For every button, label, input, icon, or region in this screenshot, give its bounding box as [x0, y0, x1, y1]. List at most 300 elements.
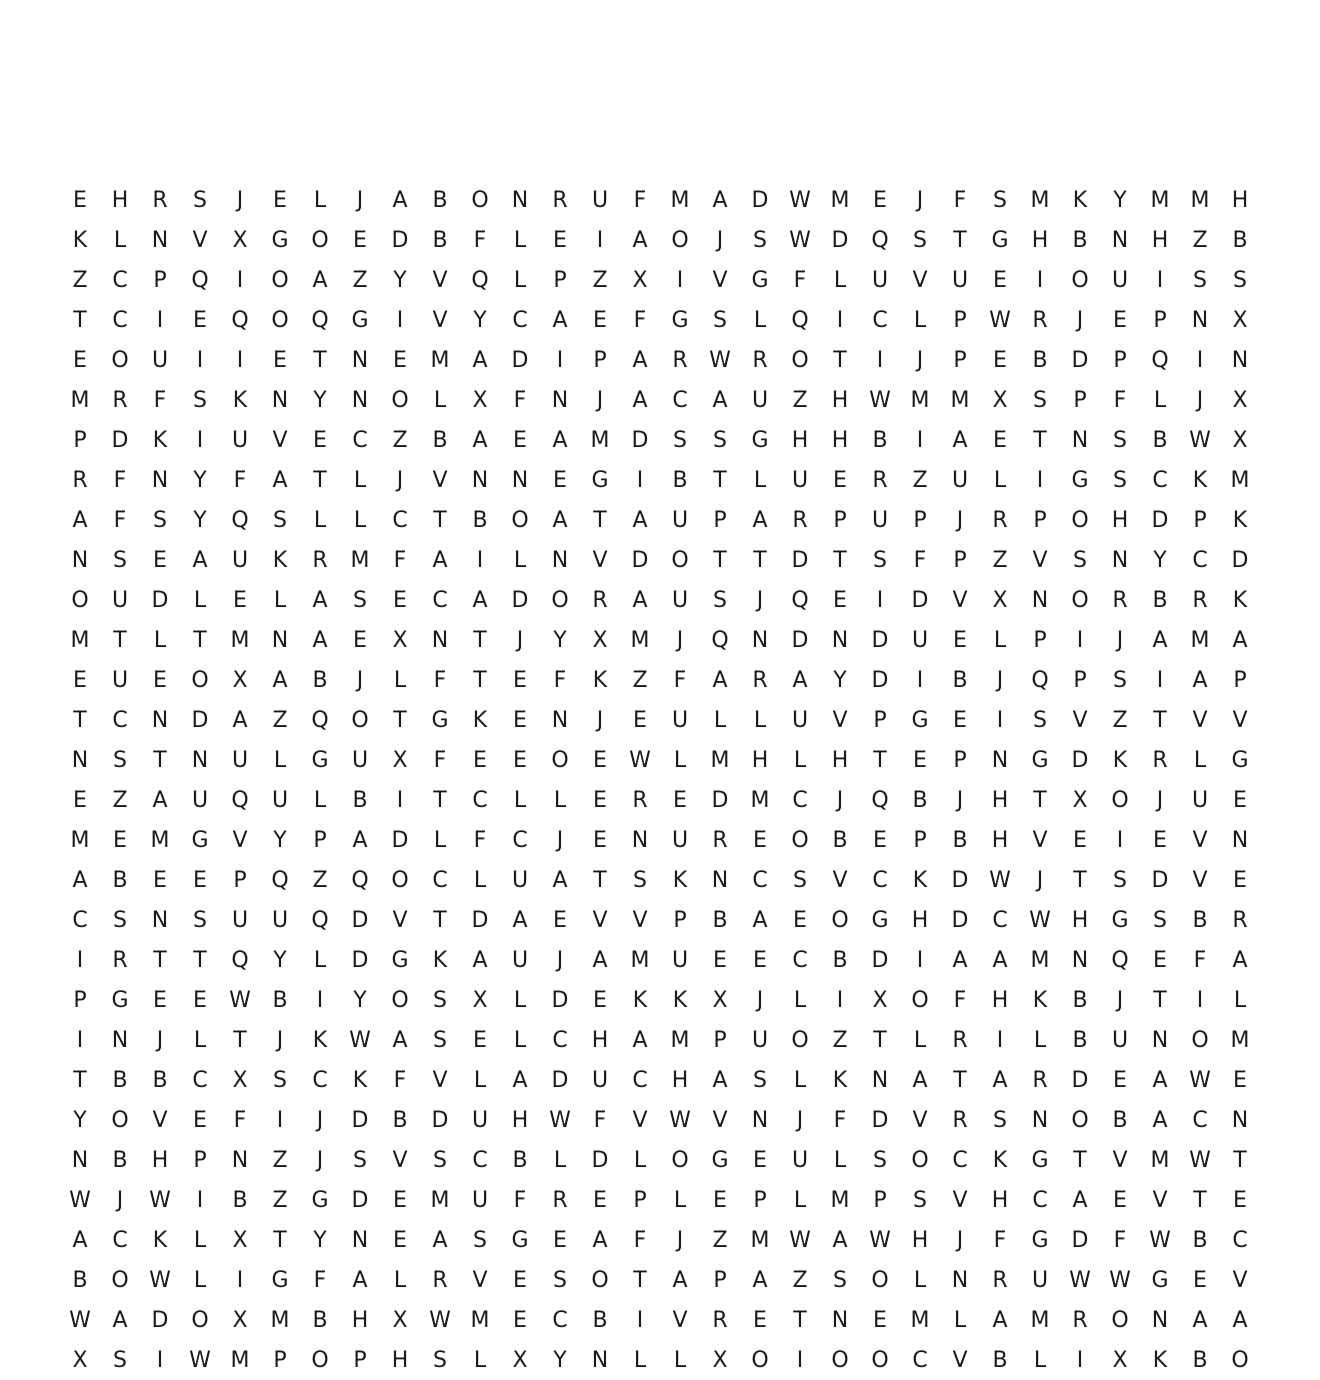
grid-letter[interactable]: J	[516, 627, 524, 653]
grid-letter[interactable]: M	[1030, 187, 1050, 213]
grid-letter[interactable]: E	[753, 1307, 767, 1333]
grid-letter[interactable]: A	[1232, 1307, 1248, 1333]
grid-letter[interactable]: F	[1193, 947, 1207, 973]
grid-letter[interactable]: J	[596, 387, 604, 413]
grid-letter[interactable]: J	[156, 1027, 164, 1053]
grid-letter[interactable]: G	[311, 1187, 329, 1213]
grid-letter[interactable]: I	[636, 467, 644, 493]
grid-letter[interactable]: D	[871, 667, 889, 693]
grid-letter[interactable]: D	[1151, 867, 1169, 893]
grid-letter[interactable]: E	[73, 787, 87, 813]
grid-letter[interactable]: J	[1116, 987, 1124, 1013]
grid-letter[interactable]: G	[271, 227, 289, 253]
grid-letter[interactable]: Q	[871, 787, 889, 813]
grid-letter[interactable]: B	[152, 1067, 168, 1093]
grid-letter[interactable]: C	[392, 507, 408, 533]
grid-letter[interactable]: B	[952, 827, 968, 853]
grid-letter[interactable]: H	[991, 827, 1009, 853]
grid-letter[interactable]: L	[393, 1267, 407, 1293]
grid-letter[interactable]: J	[276, 1027, 284, 1053]
grid-letter[interactable]: I	[76, 947, 84, 973]
grid-letter[interactable]: L	[313, 507, 327, 533]
grid-letter[interactable]: P	[1073, 387, 1087, 413]
grid-letter[interactable]: U	[791, 1147, 809, 1173]
grid-letter[interactable]: I	[996, 1027, 1004, 1053]
grid-letter[interactable]: D	[1071, 1227, 1089, 1253]
grid-letter[interactable]: J	[1156, 787, 1164, 813]
grid-letter[interactable]: S	[153, 507, 167, 533]
grid-letter[interactable]: A	[112, 1307, 128, 1333]
grid-letter[interactable]: B	[1192, 907, 1208, 933]
grid-letter[interactable]: I	[396, 307, 404, 333]
grid-letter[interactable]: E	[193, 867, 207, 893]
grid-letter[interactable]: V	[192, 227, 208, 253]
grid-letter[interactable]: G	[671, 307, 689, 333]
grid-letter[interactable]: X	[1072, 787, 1088, 813]
grid-letter[interactable]: L	[473, 1347, 487, 1373]
grid-letter[interactable]: Z	[272, 707, 288, 733]
grid-letter[interactable]: U	[511, 867, 529, 893]
grid-letter[interactable]: V	[952, 587, 968, 613]
grid-letter[interactable]: O	[311, 227, 329, 253]
grid-letter[interactable]: N	[471, 467, 489, 493]
grid-letter[interactable]: J	[1036, 867, 1044, 893]
grid-letter[interactable]: S	[433, 1027, 447, 1053]
grid-letter[interactable]: O	[831, 1347, 849, 1373]
grid-letter[interactable]: D	[351, 1107, 369, 1133]
grid-letter[interactable]: W	[1109, 1267, 1131, 1293]
grid-letter[interactable]: N	[271, 387, 289, 413]
grid-letter[interactable]: L	[513, 547, 527, 573]
grid-letter[interactable]: V	[392, 1147, 408, 1173]
grid-letter[interactable]: Y	[553, 627, 567, 653]
grid-letter[interactable]: R	[672, 347, 688, 373]
grid-letter[interactable]: R	[112, 387, 128, 413]
grid-letter[interactable]: P	[1073, 667, 1087, 693]
grid-letter[interactable]: G	[751, 267, 769, 293]
grid-letter[interactable]: S	[713, 587, 727, 613]
grid-letter[interactable]: B	[472, 507, 488, 533]
grid-letter[interactable]: X	[712, 1347, 728, 1373]
grid-letter[interactable]: C	[312, 1067, 328, 1093]
grid-letter[interactable]: J	[756, 987, 764, 1013]
grid-letter[interactable]: F	[433, 747, 447, 773]
grid-letter[interactable]: N	[1071, 947, 1089, 973]
grid-letter[interactable]: H	[991, 987, 1009, 1013]
grid-letter[interactable]: K	[1232, 507, 1248, 533]
grid-letter[interactable]: D	[791, 627, 809, 653]
grid-letter[interactable]: A	[392, 187, 408, 213]
grid-letter[interactable]: C	[112, 707, 128, 733]
grid-letter[interactable]: F	[833, 1107, 847, 1133]
grid-letter[interactable]: X	[392, 1307, 408, 1333]
grid-letter[interactable]: O	[1071, 1107, 1089, 1133]
grid-letter[interactable]: O	[351, 707, 369, 733]
grid-letter[interactable]: R	[752, 347, 768, 373]
grid-letter[interactable]: O	[591, 1267, 609, 1293]
grid-letter[interactable]: A	[1152, 1067, 1168, 1093]
grid-letter[interactable]: F	[233, 467, 247, 493]
grid-letter[interactable]: A	[472, 347, 488, 373]
grid-letter[interactable]: R	[1152, 747, 1168, 773]
grid-letter[interactable]: T	[313, 467, 327, 493]
grid-letter[interactable]: I	[196, 427, 204, 453]
grid-letter[interactable]: A	[1152, 627, 1168, 653]
grid-letter[interactable]: O	[671, 547, 689, 573]
grid-letter[interactable]: E	[273, 347, 287, 373]
grid-letter[interactable]: N	[1111, 547, 1129, 573]
grid-letter[interactable]: X	[1112, 1347, 1128, 1373]
grid-letter[interactable]: M	[70, 387, 90, 413]
grid-letter[interactable]: T	[833, 347, 847, 373]
grid-letter[interactable]: F	[433, 667, 447, 693]
grid-letter[interactable]: A	[992, 1067, 1008, 1093]
grid-letter[interactable]: W	[869, 1227, 891, 1253]
grid-letter[interactable]: J	[796, 1107, 804, 1133]
grid-letter[interactable]: G	[271, 1267, 289, 1293]
grid-letter[interactable]: L	[673, 747, 687, 773]
grid-letter[interactable]: I	[1156, 667, 1164, 693]
grid-letter[interactable]: A	[792, 667, 808, 693]
grid-letter[interactable]: A	[472, 427, 488, 453]
grid-letter[interactable]: M	[470, 1307, 490, 1333]
grid-letter[interactable]: W	[229, 987, 251, 1013]
grid-letter[interactable]: N	[631, 827, 649, 853]
grid-letter[interactable]: D	[1151, 507, 1169, 533]
grid-letter[interactable]: M	[230, 627, 250, 653]
grid-letter[interactable]: B	[712, 907, 728, 933]
grid-letter[interactable]: H	[991, 1187, 1009, 1213]
grid-letter[interactable]: T	[1033, 787, 1047, 813]
grid-letter[interactable]: Y	[273, 827, 287, 853]
grid-letter[interactable]: G	[351, 307, 369, 333]
grid-letter[interactable]: N	[551, 387, 569, 413]
grid-letter[interactable]: D	[351, 907, 369, 933]
grid-letter[interactable]: M	[150, 827, 170, 853]
grid-letter[interactable]: A	[552, 427, 568, 453]
grid-letter[interactable]: T	[593, 507, 607, 533]
grid-letter[interactable]: B	[1112, 1107, 1128, 1133]
grid-letter[interactable]: K	[1072, 187, 1088, 213]
grid-letter[interactable]: N	[1231, 1107, 1249, 1133]
grid-letter[interactable]: M	[430, 1187, 450, 1213]
grid-letter[interactable]: L	[793, 1067, 807, 1093]
grid-letter[interactable]: O	[791, 827, 809, 853]
grid-letter[interactable]: N	[551, 707, 569, 733]
grid-letter[interactable]: P	[1033, 507, 1047, 533]
grid-letter[interactable]: V	[832, 867, 848, 893]
grid-letter[interactable]: M	[670, 1027, 690, 1053]
grid-letter[interactable]: W	[429, 1307, 451, 1333]
grid-letter[interactable]: M	[830, 1187, 850, 1213]
grid-letter[interactable]: J	[676, 1227, 684, 1253]
grid-letter[interactable]: Y	[313, 387, 327, 413]
grid-letter[interactable]: S	[273, 507, 287, 533]
grid-letter[interactable]: I	[996, 707, 1004, 733]
grid-letter[interactable]: B	[1072, 227, 1088, 253]
grid-letter[interactable]: L	[193, 1267, 207, 1293]
grid-letter[interactable]: P	[153, 267, 167, 293]
grid-letter[interactable]: K	[312, 1027, 328, 1053]
grid-letter[interactable]: S	[1193, 267, 1207, 293]
grid-letter[interactable]: A	[72, 1227, 88, 1253]
grid-letter[interactable]: E	[1113, 307, 1127, 333]
grid-letter[interactable]: S	[193, 187, 207, 213]
grid-letter[interactable]: P	[913, 507, 927, 533]
grid-letter[interactable]: E	[313, 427, 327, 453]
grid-letter[interactable]: W	[789, 227, 811, 253]
grid-letter[interactable]: N	[151, 707, 169, 733]
grid-letter[interactable]: N	[1031, 587, 1049, 613]
grid-letter[interactable]: X	[1232, 427, 1248, 453]
grid-letter[interactable]: O	[551, 587, 569, 613]
grid-letter[interactable]: E	[753, 827, 767, 853]
grid-letter[interactable]: L	[553, 787, 567, 813]
grid-letter[interactable]: B	[1072, 1027, 1088, 1053]
grid-letter[interactable]: U	[471, 1107, 489, 1133]
grid-letter[interactable]: A	[432, 547, 448, 573]
grid-letter[interactable]: Q	[271, 867, 289, 893]
grid-letter[interactable]: T	[313, 347, 327, 373]
grid-letter[interactable]: N	[71, 547, 89, 573]
grid-letter[interactable]: L	[913, 307, 927, 333]
grid-letter[interactable]: N	[511, 467, 529, 493]
grid-letter[interactable]: A	[712, 387, 728, 413]
grid-letter[interactable]: Z	[72, 267, 88, 293]
grid-letter[interactable]: T	[953, 227, 967, 253]
grid-letter[interactable]: G	[991, 227, 1009, 253]
grid-letter[interactable]: R	[112, 947, 128, 973]
grid-letter[interactable]: A	[712, 667, 728, 693]
grid-letter[interactable]: E	[1153, 827, 1167, 853]
grid-letter[interactable]: Z	[1192, 227, 1208, 253]
grid-letter[interactable]: H	[391, 1347, 409, 1373]
grid-letter[interactable]: V	[472, 1267, 488, 1293]
grid-letter[interactable]: A	[632, 347, 648, 373]
grid-letter[interactable]: T	[473, 627, 487, 653]
grid-letter[interactable]: M	[1030, 947, 1050, 973]
grid-letter[interactable]: E	[513, 707, 527, 733]
grid-letter[interactable]: B	[432, 227, 448, 253]
grid-letter[interactable]: S	[353, 587, 367, 613]
grid-letter[interactable]: U	[951, 467, 969, 493]
grid-letter[interactable]: T	[73, 1067, 87, 1093]
grid-letter[interactable]: N	[991, 747, 1009, 773]
grid-letter[interactable]: H	[1231, 187, 1249, 213]
grid-letter[interactable]: T	[1033, 427, 1047, 453]
grid-letter[interactable]: M	[350, 547, 370, 573]
grid-letter[interactable]: N	[1151, 1027, 1169, 1053]
grid-letter[interactable]: C	[432, 587, 448, 613]
grid-letter[interactable]: N	[1231, 827, 1249, 853]
grid-letter[interactable]: A	[832, 1227, 848, 1253]
grid-letter[interactable]: W	[789, 187, 811, 213]
grid-letter[interactable]: U	[751, 387, 769, 413]
grid-letter[interactable]: B	[232, 1187, 248, 1213]
grid-letter[interactable]: O	[911, 1147, 929, 1173]
grid-letter[interactable]: H	[791, 427, 809, 453]
grid-letter[interactable]: H	[1151, 227, 1169, 253]
grid-letter[interactable]: U	[911, 627, 929, 653]
grid-letter[interactable]: S	[793, 867, 807, 893]
grid-letter[interactable]: A	[992, 1307, 1008, 1333]
grid-letter[interactable]: F	[393, 547, 407, 573]
grid-letter[interactable]: C	[1192, 547, 1208, 573]
grid-letter[interactable]: Q	[791, 587, 809, 613]
grid-letter[interactable]: N	[151, 227, 169, 253]
grid-letter[interactable]: E	[513, 427, 527, 453]
grid-letter[interactable]: A	[1152, 1107, 1168, 1133]
grid-letter[interactable]: O	[111, 1107, 129, 1133]
grid-letter[interactable]: L	[833, 1147, 847, 1173]
grid-letter[interactable]: R	[552, 1187, 568, 1213]
grid-letter[interactable]: D	[351, 947, 369, 973]
grid-letter[interactable]: F	[113, 467, 127, 493]
grid-letter[interactable]: O	[471, 187, 489, 213]
grid-letter[interactable]: B	[312, 1307, 328, 1333]
grid-letter[interactable]: Z	[632, 667, 648, 693]
grid-letter[interactable]: A	[1192, 1307, 1208, 1333]
grid-letter[interactable]: A	[272, 467, 288, 493]
grid-letter[interactable]: B	[432, 187, 448, 213]
grid-letter[interactable]: Q	[231, 307, 249, 333]
grid-letter[interactable]: U	[871, 267, 889, 293]
grid-letter[interactable]: Y	[1153, 547, 1167, 573]
grid-letter[interactable]: O	[751, 1347, 769, 1373]
grid-letter[interactable]: Y	[1113, 187, 1127, 213]
grid-letter[interactable]: T	[833, 547, 847, 573]
grid-letter[interactable]: T	[153, 747, 167, 773]
grid-letter[interactable]: U	[791, 707, 809, 733]
grid-letter[interactable]: H	[1031, 227, 1049, 253]
grid-letter[interactable]: G	[871, 907, 889, 933]
grid-letter[interactable]: W	[869, 387, 891, 413]
grid-letter[interactable]: A	[232, 707, 248, 733]
grid-letter[interactable]: J	[316, 1147, 324, 1173]
grid-letter[interactable]: K	[472, 707, 488, 733]
grid-letter[interactable]: V	[272, 427, 288, 453]
grid-letter[interactable]: A	[952, 947, 968, 973]
grid-letter[interactable]: P	[753, 1187, 767, 1213]
grid-letter[interactable]: L	[1033, 1027, 1047, 1053]
grid-letter[interactable]: D	[431, 1107, 449, 1133]
grid-letter[interactable]: R	[992, 1267, 1008, 1293]
grid-letter[interactable]: A	[312, 627, 328, 653]
grid-letter[interactable]: A	[952, 427, 968, 453]
grid-letter[interactable]: A	[592, 947, 608, 973]
grid-letter[interactable]: D	[1231, 547, 1249, 573]
grid-letter[interactable]: N	[831, 627, 849, 653]
grid-letter[interactable]: I	[396, 787, 404, 813]
grid-letter[interactable]: N	[1071, 427, 1089, 453]
grid-letter[interactable]: R	[1032, 1067, 1048, 1093]
grid-letter[interactable]: I	[1196, 347, 1204, 373]
grid-letter[interactable]: C	[1152, 467, 1168, 493]
grid-letter[interactable]: U	[671, 587, 689, 613]
grid-letter[interactable]: D	[151, 1307, 169, 1333]
grid-letter[interactable]: N	[351, 347, 369, 373]
grid-letter[interactable]: C	[112, 267, 128, 293]
grid-letter[interactable]: A	[72, 867, 88, 893]
grid-letter[interactable]: X	[512, 1347, 528, 1373]
grid-letter[interactable]: D	[631, 547, 649, 573]
grid-letter[interactable]: E	[833, 467, 847, 493]
grid-letter[interactable]: E	[73, 347, 87, 373]
grid-letter[interactable]: F	[513, 387, 527, 413]
grid-letter[interactable]: E	[1233, 787, 1247, 813]
grid-letter[interactable]: P	[713, 507, 727, 533]
grid-letter[interactable]: E	[1113, 1187, 1127, 1213]
grid-letter[interactable]: J	[1076, 307, 1084, 333]
grid-letter[interactable]: S	[553, 1267, 567, 1293]
grid-letter[interactable]: W	[349, 1027, 371, 1053]
grid-letter[interactable]: F	[113, 507, 127, 533]
grid-letter[interactable]: K	[1232, 587, 1248, 613]
grid-letter[interactable]: I	[916, 947, 924, 973]
grid-letter[interactable]: B	[512, 1147, 528, 1173]
grid-letter[interactable]: E	[593, 747, 607, 773]
grid-letter[interactable]: X	[1232, 307, 1248, 333]
grid-letter[interactable]: N	[551, 547, 569, 573]
grid-letter[interactable]: O	[391, 987, 409, 1013]
grid-letter[interactable]: B	[1152, 587, 1168, 613]
grid-letter[interactable]: I	[916, 667, 924, 693]
grid-letter[interactable]: C	[792, 947, 808, 973]
grid-letter[interactable]: S	[473, 1227, 487, 1253]
grid-letter[interactable]: A	[512, 907, 528, 933]
grid-letter[interactable]: C	[552, 1027, 568, 1053]
grid-letter[interactable]: X	[712, 987, 728, 1013]
grid-letter[interactable]: S	[633, 867, 647, 893]
grid-letter[interactable]: A	[312, 267, 328, 293]
grid-letter[interactable]: A	[352, 1267, 368, 1293]
grid-letter[interactable]: K	[1032, 987, 1048, 1013]
grid-letter[interactable]: I	[236, 267, 244, 293]
grid-letter[interactable]: U	[191, 787, 209, 813]
grid-letter[interactable]: U	[351, 747, 369, 773]
grid-letter[interactable]: D	[511, 347, 529, 373]
grid-letter[interactable]: M	[830, 187, 850, 213]
grid-letter[interactable]: S	[993, 1107, 1007, 1133]
grid-letter[interactable]: X	[632, 267, 648, 293]
grid-letter[interactable]: A	[1192, 667, 1208, 693]
grid-letter[interactable]: U	[231, 547, 249, 573]
grid-letter[interactable]: S	[673, 427, 687, 453]
grid-letter[interactable]: P	[273, 1347, 287, 1373]
grid-letter[interactable]: K	[912, 867, 928, 893]
grid-letter[interactable]: M	[910, 1307, 930, 1333]
grid-letter[interactable]: L	[513, 1027, 527, 1053]
grid-letter[interactable]: C	[872, 307, 888, 333]
grid-letter[interactable]: M	[1230, 467, 1250, 493]
grid-letter[interactable]: L	[713, 707, 727, 733]
grid-letter[interactable]: A	[432, 1227, 448, 1253]
grid-letter[interactable]: P	[1233, 667, 1247, 693]
grid-letter[interactable]: V	[1072, 707, 1088, 733]
grid-letter[interactable]: G	[591, 467, 609, 493]
grid-letter[interactable]: T	[593, 867, 607, 893]
grid-letter[interactable]: S	[433, 1147, 447, 1173]
grid-letter[interactable]: V	[1032, 827, 1048, 853]
grid-letter[interactable]: J	[1196, 387, 1204, 413]
grid-letter[interactable]: Z	[272, 1147, 288, 1173]
grid-letter[interactable]: D	[871, 627, 889, 653]
grid-letter[interactable]: L	[193, 1027, 207, 1053]
grid-letter[interactable]: S	[993, 187, 1007, 213]
grid-letter[interactable]: O	[911, 987, 929, 1013]
grid-letter[interactable]: K	[352, 1067, 368, 1093]
grid-letter[interactable]: E	[713, 947, 727, 973]
